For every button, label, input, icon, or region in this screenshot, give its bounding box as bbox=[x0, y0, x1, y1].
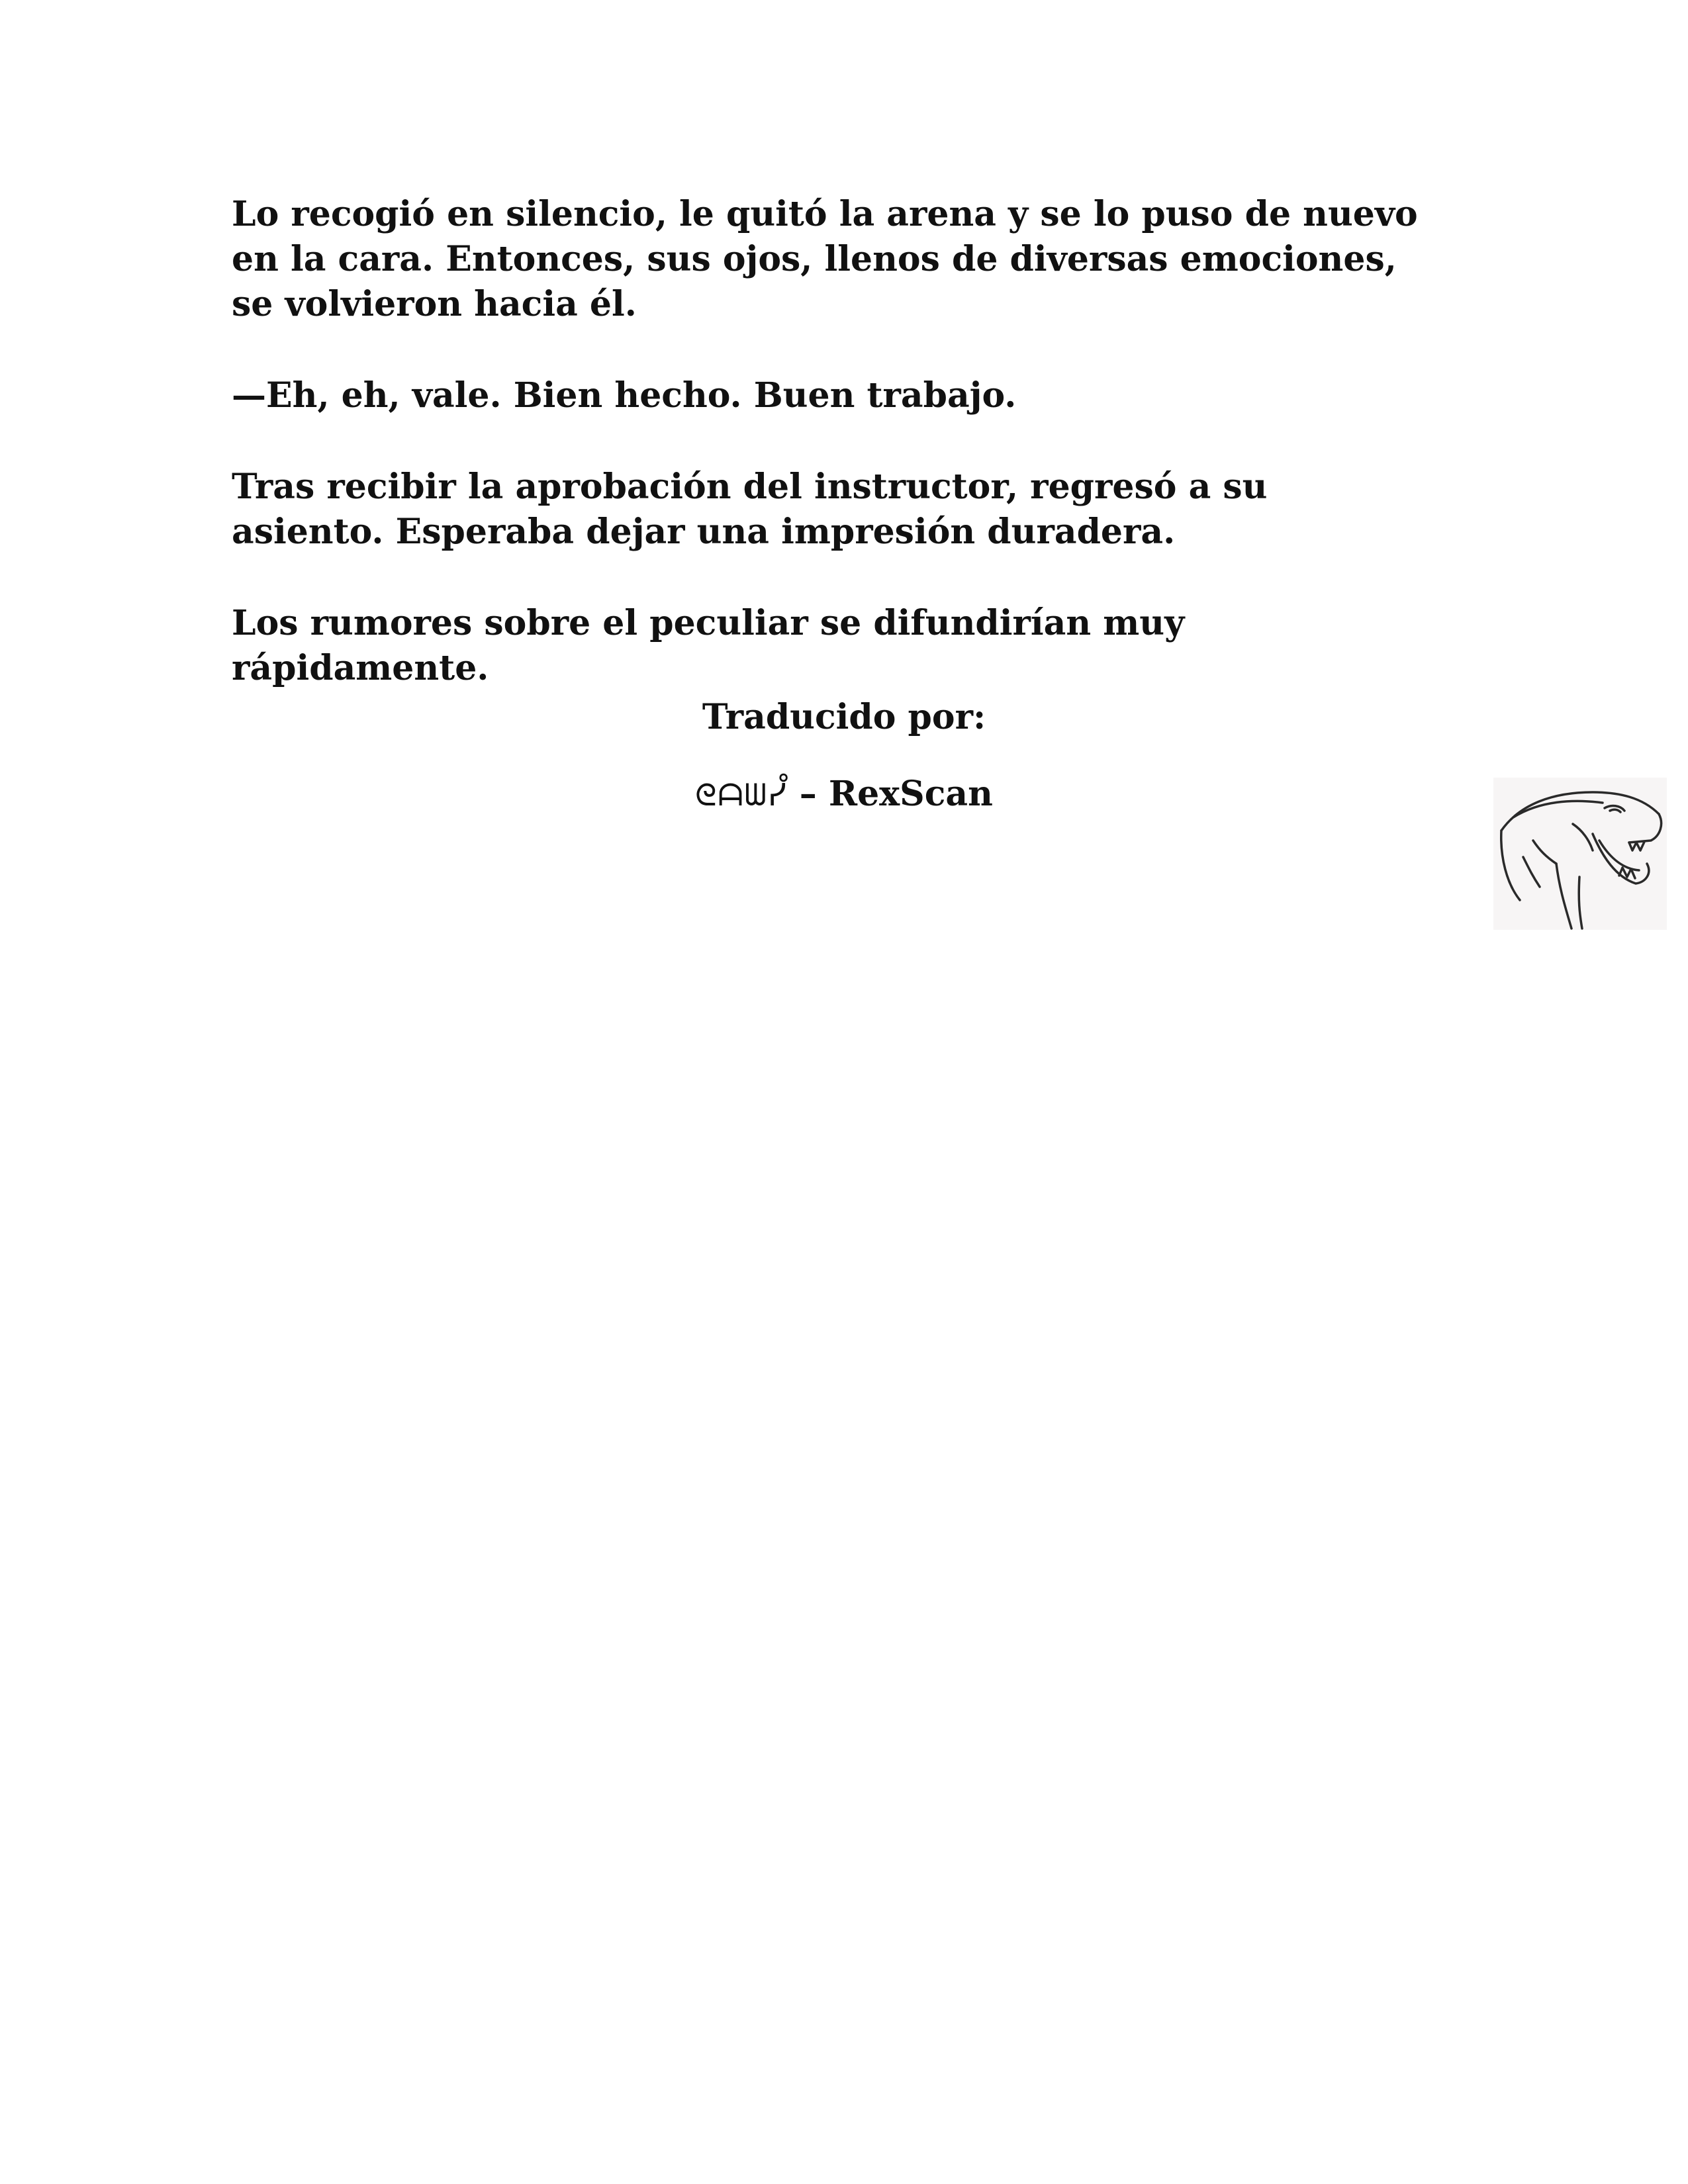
chapter-text bbox=[232, 192, 1489, 691]
scan-group-name: RexScan bbox=[828, 774, 993, 814]
translator-name: ᘓᗩᗯᓮ bbox=[695, 777, 788, 813]
t-rex-head-sketch-icon bbox=[1493, 778, 1667, 930]
credits-line bbox=[0, 772, 1688, 817]
paragraph-1: Lo recogió en silencio, le quitó la arena y se lo puso de nuevo en la cara. Entonces, sus ojos, llenos de diversas emociones, se volvieron hacia él. bbox=[232, 194, 1418, 324]
paragraph-3: Tras recibir la aprobación del instructor, regresó a su asiento. Esperaba dejar una impresión duradera. bbox=[232, 467, 1268, 552]
paragraph-2: —Eh, eh, vale. Bien hecho. Buen trabajo. bbox=[232, 375, 1017, 416]
paragraph-4: Los rumores sobre el peculiar se difundirían muy rápidamente. bbox=[232, 603, 1185, 688]
credits-separator: – bbox=[787, 774, 829, 814]
credits-label: Traducido por: bbox=[702, 697, 986, 737]
